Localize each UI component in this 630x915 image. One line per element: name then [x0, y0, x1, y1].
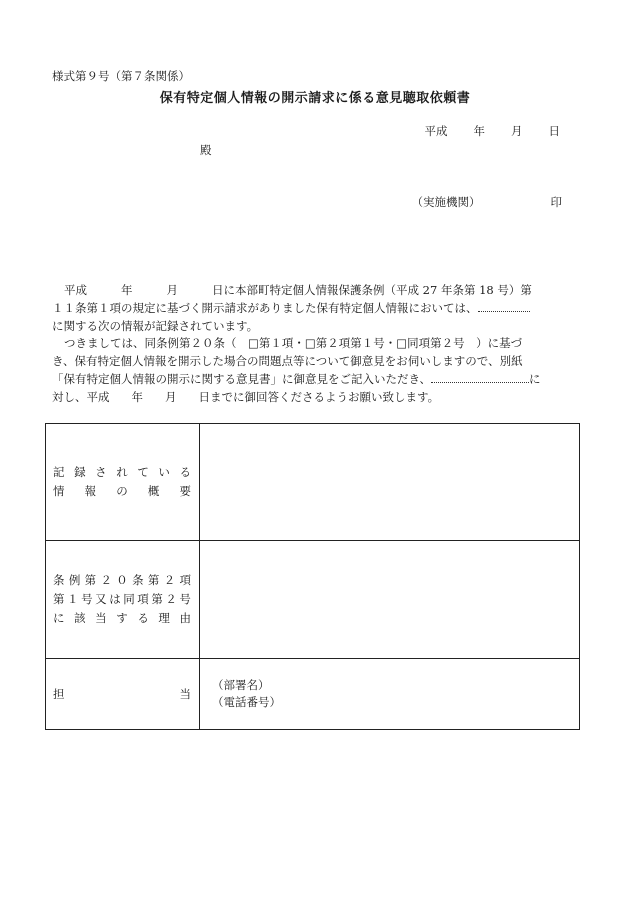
label-line [53, 463, 191, 482]
label-char: 報 [84, 484, 97, 498]
date-era: 平成 [424, 124, 448, 138]
body-era: 平成 [64, 283, 87, 297]
label-char: 要 [179, 484, 191, 498]
label-reason [46, 541, 200, 659]
label-line [53, 685, 191, 704]
label-char: 録 [74, 465, 86, 479]
label-char: 項 [179, 573, 191, 587]
label-char: １ [67, 592, 79, 606]
label-recorded-info [46, 424, 200, 541]
label-line [53, 609, 191, 628]
body-line-7 [52, 389, 564, 407]
label-char: 又 [95, 592, 107, 606]
body-month: 月 [166, 283, 178, 297]
label-line [53, 482, 191, 501]
department-label: （部署名） [212, 678, 270, 692]
label-char: 情 [53, 484, 65, 498]
label-char: 第 [84, 573, 97, 587]
label-char: る [137, 611, 149, 625]
addressee-suffix: 殿 [200, 143, 212, 157]
label-char: て [137, 465, 149, 479]
label-char: 該 [74, 611, 86, 625]
label-char: さ [95, 465, 107, 479]
organization-line [412, 194, 563, 210]
label-char: す [116, 611, 128, 625]
request-body [52, 282, 564, 407]
date-line [425, 123, 561, 139]
label-char: れ [116, 465, 128, 479]
body-line-7-prefix: 対し、平成 [52, 389, 110, 404]
label-char: 同 [123, 592, 135, 606]
document-title: 保有特定個人情報の開示請求に係る意見聴取依頼書 [159, 91, 471, 106]
body-line-6-end: に [529, 371, 541, 386]
info-table [45, 423, 580, 730]
label-char: に [53, 611, 65, 625]
label-char: 条 [53, 573, 65, 587]
table-row-reason [46, 541, 580, 659]
label-char: 第 [151, 592, 163, 606]
body-line-7-month: 月 [165, 389, 177, 404]
label-char: 担 [53, 686, 65, 701]
body-line-2-text: １１条第１項の規定に基づく開示請求がありました保有特定個人情報においては、 [52, 300, 478, 315]
label-char: 例 [68, 573, 81, 587]
phone-label: （電話番号） [212, 695, 281, 709]
label-char: 第 [53, 592, 65, 606]
label-char: 第 [147, 573, 160, 587]
label-char: 由 [179, 611, 191, 625]
label-char: 当 [179, 686, 191, 701]
body-line-4: つきましては、同条例第２０条（ □第１項・□第２項第１号・□同項第２号 ）に基づ [64, 336, 523, 351]
organization-label: （実施機関） [411, 195, 481, 209]
body-line-1 [52, 282, 564, 300]
label-char: い [158, 465, 170, 479]
blank-dotted [431, 373, 529, 383]
body-year: 年 [121, 283, 133, 297]
label-char: 概 [147, 484, 160, 498]
form-number: 様式第９号（第７条関係） [52, 69, 190, 83]
date-day: 日 [548, 124, 560, 138]
table-row-recorded-info [46, 424, 580, 541]
body-line-7-rest: 日までに御回答くださるようお願い致します。 [198, 389, 440, 404]
date-year: 年 [473, 124, 485, 138]
blank-dotted [478, 302, 530, 312]
table-row-contact [46, 659, 580, 730]
label-line [53, 590, 191, 609]
label-char: は [109, 592, 121, 606]
label-char: 項 [137, 592, 149, 606]
date-month: 月 [511, 124, 523, 138]
label-char: ２ [165, 592, 177, 606]
label-char: 号 [81, 592, 93, 606]
contact-field[interactable] [200, 659, 580, 730]
recorded-info-field[interactable] [200, 424, 580, 541]
body-line-6-text: 「保有特定個人情報の開示に関する意見書」に御意見をご記入いただき、 [52, 371, 432, 386]
label-char: ０ [116, 573, 128, 587]
body-line-3: に関する次の情報が記録されています。 [52, 318, 259, 333]
label-line [53, 571, 191, 590]
label-char: ２ [100, 573, 112, 587]
body-line-1-rest: 日に本部町特定個人情報保護条例（平成 27 年条第 18 号）第 [212, 283, 532, 297]
label-char: る [179, 465, 191, 479]
label-char: ２ [163, 573, 176, 587]
label-char: 理 [158, 611, 170, 625]
body-line-5: き、保有特定個人情報を開示した場合の問題点等について御意見をお伺いしますので、別紙 [52, 354, 523, 369]
body-line-2 [52, 300, 564, 318]
body-line-6 [52, 371, 564, 389]
label-char: 号 [179, 592, 191, 606]
label-char: 当 [95, 611, 107, 625]
label-contact [46, 659, 200, 730]
seal-mark: 印 [550, 195, 562, 209]
label-char: の [116, 484, 128, 498]
body-line-7-year: 年 [131, 389, 143, 404]
label-char: 条 [132, 573, 144, 587]
label-char: 記 [53, 465, 65, 479]
reason-field[interactable] [200, 541, 580, 659]
